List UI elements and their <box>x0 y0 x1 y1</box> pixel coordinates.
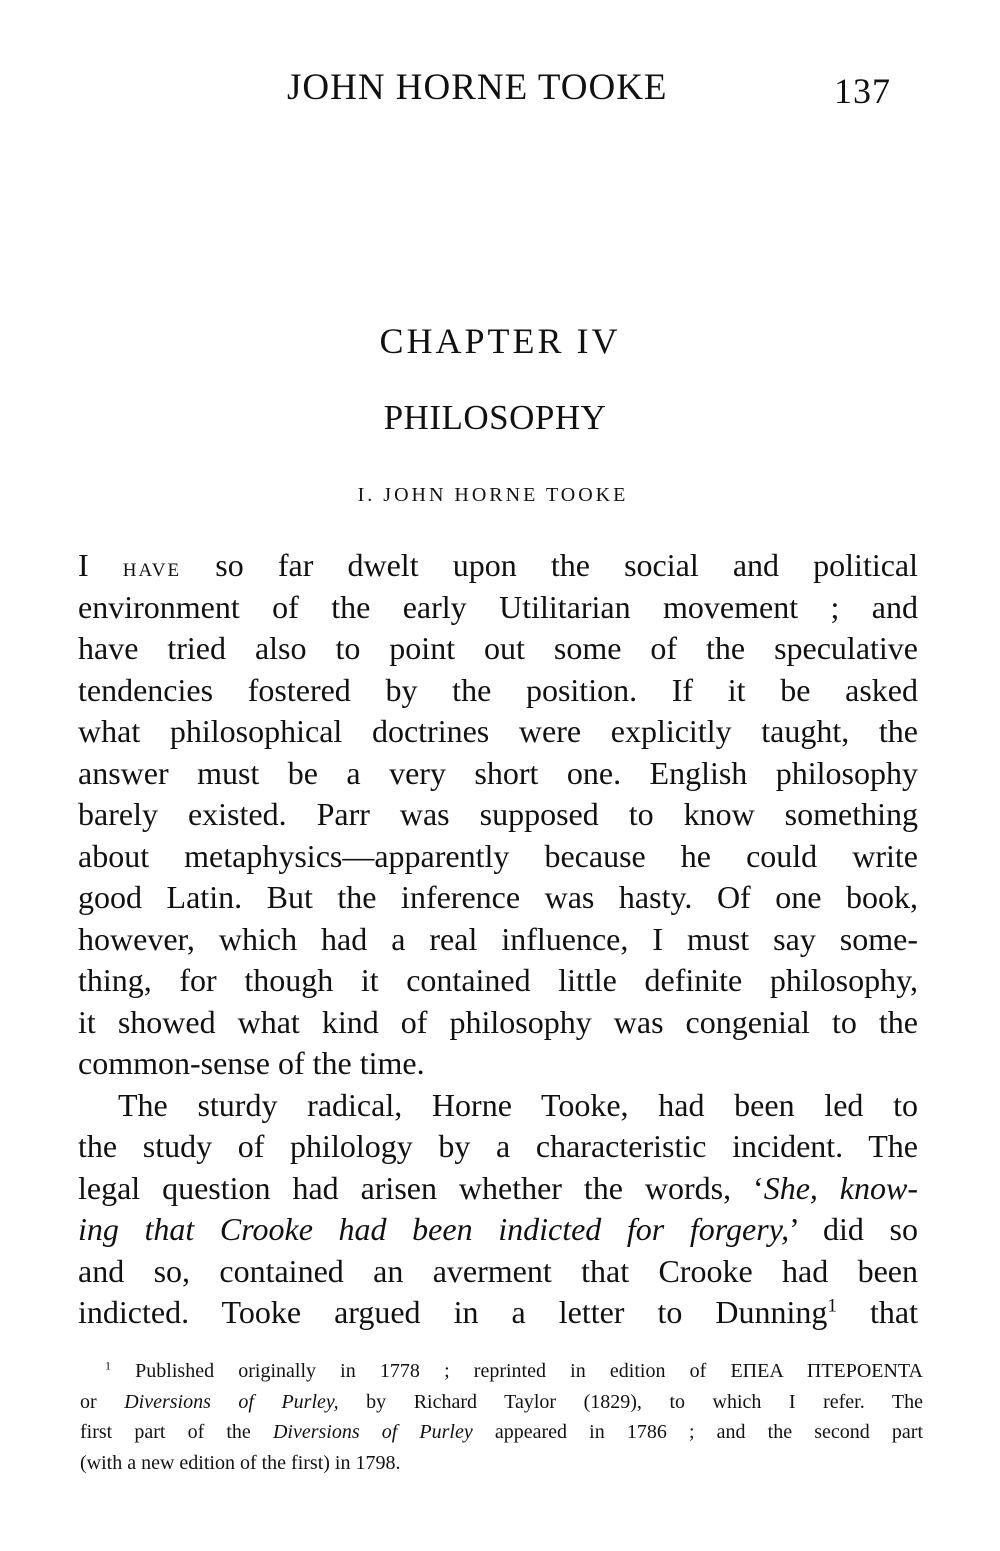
paragraph-line: common-sense of the time. <box>78 1045 425 1081</box>
paragraph-line <box>78 545 918 587</box>
body-text <box>78 545 918 1334</box>
section-heading: I. JOHN HORNE TOOKE <box>357 484 629 506</box>
paragraph-line: have tried also to point out some of the speculative <box>78 630 918 666</box>
chapter-heading: CHAPTER IV <box>379 321 621 361</box>
page-number: 137 <box>834 71 891 111</box>
paragraph-line <box>78 1168 918 1210</box>
paragraph-line: thing, for though it contained little definite philosophy, <box>78 962 918 998</box>
paragraph-line: the study of philology by a characteristic incident. The <box>78 1128 918 1164</box>
line-text: so far dwelt upon the social and political <box>215 547 919 583</box>
running-title: JOHN HORNE TOOKE <box>287 67 668 108</box>
footnote-text: Published originally in 1778 ; reprinted in edition of ΕΠΕΑ ΠΤΕΡΟΕΝΤΑ <box>111 1360 923 1382</box>
footnote-line <box>80 1417 923 1448</box>
paragraph-line: what philosophical doctrines were explicitly taught, the <box>78 713 918 749</box>
paragraph-line <box>78 1209 918 1251</box>
line-text: ’ did so <box>789 1211 919 1247</box>
opening-word: I <box>78 547 89 583</box>
line-text: that <box>837 1294 919 1330</box>
footnote-text: or <box>80 1390 125 1413</box>
paragraph-line: tendencies fostered by the position. If it be asked <box>78 671 918 708</box>
footnote-marker: 1 <box>105 1358 111 1373</box>
footnote-line <box>80 1356 923 1387</box>
paragraph-line: it showed what kind of philosophy was congenial to the <box>78 1003 918 1040</box>
footnote-italic: Diversions of Purley, <box>124 1390 339 1413</box>
italic-quote: She, know- <box>763 1169 919 1206</box>
opening-small-caps: HAVE <box>122 560 182 581</box>
paragraph-line <box>78 1292 918 1334</box>
chapter-subtitle: PHILOSOPHY <box>383 398 607 437</box>
paragraph-line: The sturdy radical, Horne Tooke, had been led to <box>118 1086 918 1123</box>
paragraph-line: answer must be a very short one. English philosophy <box>78 754 918 791</box>
paragraph-line: good Latin. But the inference was hasty. Of one book, <box>78 879 918 915</box>
paragraph-line: environment of the early Utilitarian movement ; and <box>78 588 918 625</box>
footnote-reference: 1 <box>827 1295 837 1317</box>
paragraph-line: barely existed. Parr was supposed to know something <box>78 796 918 832</box>
paragraph-line: and so, contained an averment that Crooke had been <box>78 1252 918 1289</box>
line-text: legal question had arisen whether the words, ‘ <box>78 1169 764 1206</box>
line-text: indicted. Tooke argued in a letter to Dunning <box>78 1294 828 1330</box>
paragraph-line: however, which had a real influence, I must say some- <box>78 920 918 957</box>
footnote-text: by Richard Taylor (1829), to which I refer. The <box>338 1390 923 1413</box>
footnote-italic: Diversions of Purley <box>272 1421 473 1443</box>
paragraph-line: about metaphysics—apparently because he could write <box>78 837 918 874</box>
italic-quote: ing that Crooke had been indicted for forgery, <box>78 1211 790 1247</box>
paragraph-2 <box>78 1085 918 1334</box>
footnote-text: first part of the <box>80 1421 273 1443</box>
running-head <box>0 66 1000 116</box>
footnote <box>80 1356 923 1478</box>
footnote-line <box>80 1387 923 1418</box>
footnote-text: appeared in 1786 ; and the second part <box>472 1421 924 1443</box>
footnote-line: (with a new edition of the first) in 1798. <box>80 1451 401 1474</box>
paragraph-1 <box>78 545 918 1085</box>
